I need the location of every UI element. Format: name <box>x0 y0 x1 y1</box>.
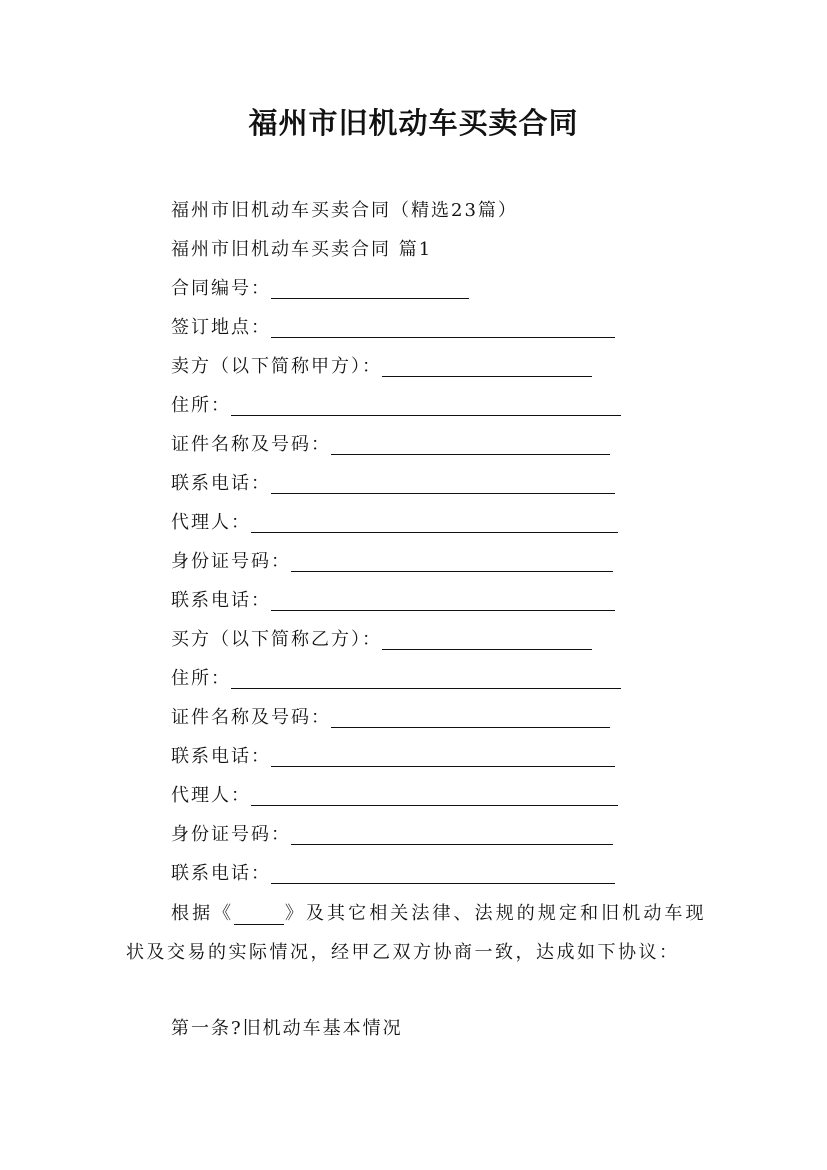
buyer-id-row <box>171 704 610 732</box>
seller-phone-label: 联系电话： <box>171 473 271 494</box>
buyer-agent-phone-blank <box>271 863 615 884</box>
buyer-agent-phone-label: 联系电话： <box>171 863 271 884</box>
buyer-row <box>171 626 592 654</box>
seller-label: 卖方（以下简称甲方）： <box>171 356 382 377</box>
seller-address-label: 住所： <box>171 395 231 416</box>
seller-agent-phone-blank <box>271 590 615 611</box>
contract-number-blank <box>271 278 469 299</box>
seller-agent-id-blank <box>291 551 613 572</box>
buyer-address-blank <box>231 668 621 689</box>
buyer-address-label: 住所： <box>171 668 231 689</box>
seller-agent-phone-label: 联系电话： <box>171 590 271 611</box>
seller-agent-blank <box>251 512 618 533</box>
seller-address-blank <box>231 395 621 416</box>
buyer-phone-label: 联系电话： <box>171 746 271 767</box>
seller-id-row <box>171 431 610 459</box>
buyer-agent-label: 代理人： <box>171 785 251 806</box>
buyer-label: 买方（以下简称乙方）： <box>171 629 382 650</box>
buyer-agent-id-blank <box>291 824 613 845</box>
seller-agent-phone-row <box>171 587 615 615</box>
seller-phone-blank <box>271 473 615 494</box>
sign-place-label: 签订地点： <box>171 317 271 338</box>
sign-place-blank <box>271 317 615 338</box>
seller-agent-row <box>171 509 618 537</box>
buyer-address-row <box>171 665 621 693</box>
basis-paragraph <box>126 894 706 972</box>
seller-address-row <box>171 392 621 420</box>
document-title: 福州市旧机动车买卖合同 <box>248 106 579 140</box>
subtitle: 福州市旧机动车买卖合同（精选23篇） <box>171 200 518 221</box>
basis-text-start: 根据《 <box>171 903 235 924</box>
buyer-blank <box>382 629 592 650</box>
article-1-heading: 第一条?旧机动车基本情况 <box>171 1018 403 1039</box>
seller-id-blank <box>331 434 610 455</box>
buyer-phone-blank <box>271 746 615 767</box>
seller-agent-id-label: 身份证号码： <box>171 551 291 572</box>
buyer-agent-phone-row <box>171 860 615 888</box>
seller-blank <box>382 356 592 377</box>
buyer-id-blank <box>331 707 610 728</box>
seller-id-label: 证件名称及号码： <box>171 434 331 455</box>
contract-number-label: 合同编号： <box>171 278 271 299</box>
buyer-agent-row <box>171 782 618 810</box>
seller-agent-label: 代理人： <box>171 512 251 533</box>
seller-phone-row <box>171 470 615 498</box>
buyer-agent-blank <box>251 785 618 806</box>
buyer-id-label: 证件名称及号码： <box>171 707 331 728</box>
seller-agent-id-row <box>171 548 613 576</box>
buyer-agent-id-row <box>171 821 613 849</box>
buyer-agent-id-label: 身份证号码： <box>171 824 291 845</box>
basis-text-end: 》及其它相关法律、法规的规定和旧机动车现状及交易的实际情况，经甲乙双方协商一致，达成如下协议： <box>126 903 707 963</box>
seller-row <box>171 353 592 381</box>
law-name-blank <box>234 906 284 925</box>
section-heading: 福州市旧机动车买卖合同 篇1 <box>171 239 433 260</box>
sign-place-row <box>171 314 615 342</box>
buyer-phone-row <box>171 743 615 771</box>
contract-number-row <box>171 275 469 303</box>
